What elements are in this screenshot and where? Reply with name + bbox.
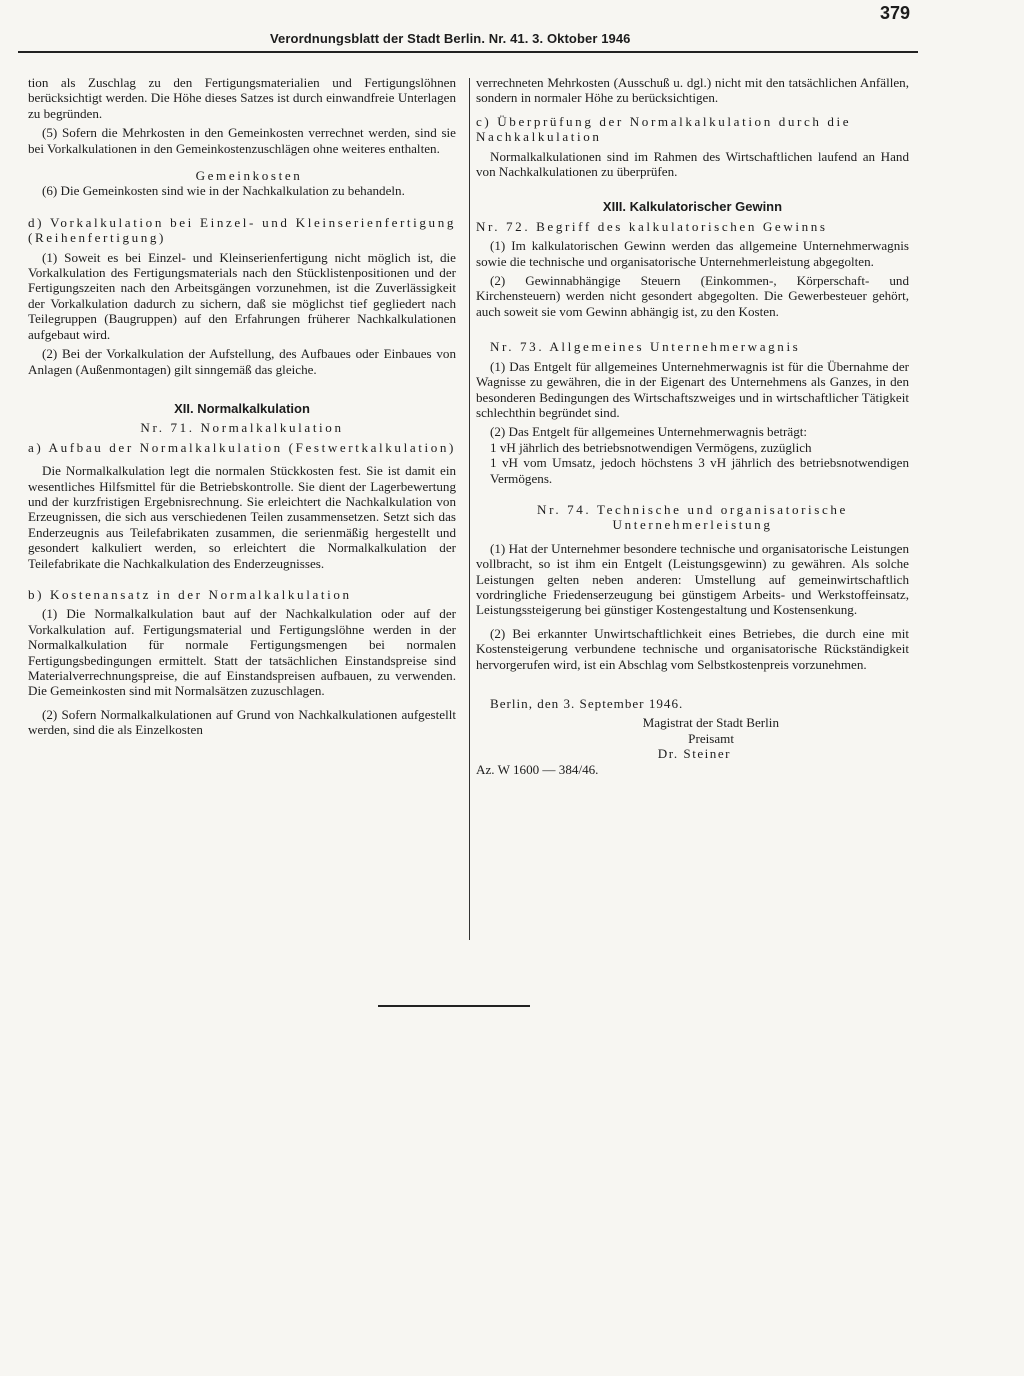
- subheading-a: a) Aufbau der Normalkalkulation (Festwertkalkulation): [28, 439, 456, 455]
- page-number: 379: [880, 3, 911, 23]
- paragraph: (2) Bei erkannter Unwirtschaftlichkeit eines Betriebes, die durch eine mit Kostensteigerung verbundene technische und organisatorische Rückständigkeit hervorgerufen wird, ist ein Abschlag vom Selbstkostenpreis vorzunehmen.: [476, 625, 909, 672]
- article-title-nr72: Nr. 72. Begriff des kalkulatorischen Gewinns: [476, 218, 828, 234]
- paragraph: (1) Die Normalkalkulation baut auf der Nachkalkulation oder auf der Vorkalkulation auf. Fertigungsmaterial und Fertigungslöhne werden in der Normalkalkulation für normale Fertigungsmengen bei normalen Fertigungsbedingungen ermittelt. Statt der tatsächlichen Einstandspreise sind Materialverrechnungspreise, die auf Einstandspreisen aufbauen, zu verwenden. Die Gemeinkosten sind mit Normalsätzen zuzuschlagen.: [28, 606, 456, 699]
- section-title-xiii: XIII. Kalkulatorischer Gewinn: [602, 199, 783, 215]
- paragraph: (1) Hat der Unternehmer besondere technische und organisatorische Leistungen vollbracht, so ist ihm ein Entgelt (Leistungsgewinn) zu gewähren. Als solche Leistungen gelten neben anderen: Umstellung auf gemeinwirtschaftlich vordringliche Friedenserzeugung bei günstigem Arbeits- und Werkstoffeinsatz, Leistungssteigerung bei günstiger Kostengestaltung und Kostensenkung.: [476, 540, 909, 618]
- paragraph: (2) Bei der Vorkalkulation der Aufstellung, des Aufbaues oder Einbaues von Anlagen (Außenmontagen) gilt sinngemäß das gleiche.: [28, 346, 456, 377]
- header-rule: [18, 51, 918, 53]
- article-title-nr74-cont: Unternehmerleistung: [612, 517, 773, 533]
- paragraph: (1) Das Entgelt für allgemeines Unternehmerwagnis ist für die Übernahme der Wagnisse zu gewähren, die in der Eigenart des Unternehmens als Ganzes, in den besonderen Bedingungen des Wirtschaftszweiges und in wirtschaftlicher Tätigkeit schlechthin begründet sind.: [476, 358, 909, 420]
- end-rule: [378, 1005, 530, 1007]
- paragraph: Die Normalkalkulation legt die normalen Stückkosten fest. Sie ist damit ein wesentliches Hilfsmittel für die Betriebskontrolle. Sie dient der Lagerbewertung und der kurzfristigen Ergebnisrechnung. Sie erleichtert die Nachkalkulation von Erzeugnissen, die sich aus verschiedenen Teilen zusammensetzen. Setzt sich das Enderzeugnis aus Teilefabrikaten zusammen, die serienmäßig hergestellt und gesondert kalkuliert werden, so erleichtert die Normalkalkulation der Teilefabrikate die Nachkalkulation des Enderzeugnisses.: [28, 463, 456, 571]
- paragraph: (6) Die Gemeinkosten sind wie in der Nachkalkulation zu behandeln.: [42, 183, 405, 199]
- paragraph: tion als Zuschlag zu den Fertigungsmaterialien und Fertigungslöhnen berücksichtigt werden. Die Höhe dieses Satzes ist durch einwandfreie Unterlagen zu begründen.: [28, 75, 456, 121]
- left-column: [28, 75, 456, 738]
- signature-authority: Magistrat der Stadt Berlin: [642, 715, 779, 731]
- signature-name: Dr. Steiner: [657, 746, 731, 762]
- article-title-nr71: Nr. 71. Normalkalkulation: [140, 420, 344, 436]
- article-title-nr73: Nr. 73. Allgemeines Unternehmerwagnis: [490, 339, 801, 355]
- subheading-c: c) Überprüfung der Normalkalkulation durch die Nachkalkulation: [476, 113, 852, 145]
- paragraph: 1 vH vom Umsatz, jedoch höchstens 3 vH jährlich des betriebsnotwendigen Vermögens.: [490, 455, 909, 486]
- paragraph: 1 vH jährlich des betriebsnotwendigen Vermögens, zuzüglich: [490, 439, 812, 455]
- column-divider: [469, 78, 470, 940]
- paragraph: (2) Das Entgelt für allgemeines Unternehmerwagnis beträgt:: [490, 424, 808, 440]
- right-column: [476, 75, 909, 777]
- paragraph: Normalkalkulationen sind im Rahmen des Wirtschaftlichen laufend an Hand von Nachkalkulationen zu überprüfen.: [476, 148, 909, 180]
- signature-office: Preisamt: [688, 730, 734, 746]
- subheading-b: b) Kostenansatz in der Normalkalkulation: [28, 586, 352, 602]
- subheading-d: d) Vorkalkulation bei Einzel- und Kleinserienfertigung (Reihenfertigung): [28, 214, 456, 246]
- paragraph: (2) Gewinnabhängige Steuern (Einkommen-, Körperschaft- und Kirchensteuern) werden nicht gesondert abgegolten. Die Gewerbesteuer gehört, auch soweit sie vom Gewinn abhängig ist, zu den Kosten.: [476, 273, 909, 319]
- page-header: [0, 3, 1024, 53]
- paragraph: (1) Soweit es bei Einzel- und Kleinserienfertigung nicht möglich ist, die Vorkalkulation des Fertigungsmaterials nach den Stücklistenpositionen und der Fertigungszeiten nach den Arbeitsgängen vorzunehmen, ist die Zuverlässigkeit der Vorkalkulation dadurch zu sichern, daß sie möglichst tief gegliedert nach Teilegruppen (Baugruppen) auf den Erfahrungen früherer Nachkalkulationen aufgebaut wird.: [28, 249, 456, 342]
- file-reference: Az. W 1600 — 384/46.: [476, 761, 599, 777]
- paragraph: (1) Im kalkulatorischen Gewinn werden das allgemeine Unternehmerwagnis sowie die technische und organisatorische Unternehmerleistung abgegolten.: [476, 238, 909, 269]
- date-line: Berlin, den 3. September 1946.: [490, 696, 684, 711]
- paragraph: verrechneten Mehrkosten (Ausschuß u. dgl.) nicht mit den tatsächlichen Anfällen, sondern in normaler Höhe zu berücksichtigen.: [476, 75, 909, 106]
- running-header: Verordnungsblatt der Stadt Berlin. Nr. 41. 3. Oktober 1946: [270, 31, 631, 46]
- paragraph: (5) Sofern die Mehrkosten in den Gemeinkosten verrechnet werden, sind sie bei Vorkalkulationen in den Gemeinkostenzuschlägen ohne weiteres enthalten.: [28, 125, 456, 156]
- subheading-gemeinkosten: Gemeinkosten: [195, 168, 303, 184]
- paragraph: (2) Sofern Normalkalkulationen auf Grund von Nachkalkulationen aufgestellt werden, sind die als Einzelkosten: [28, 706, 456, 738]
- article-title-nr74: Nr. 74. Technische und organisatorische: [537, 501, 848, 517]
- section-title-xii: XII. Normalkalkulation: [174, 400, 310, 416]
